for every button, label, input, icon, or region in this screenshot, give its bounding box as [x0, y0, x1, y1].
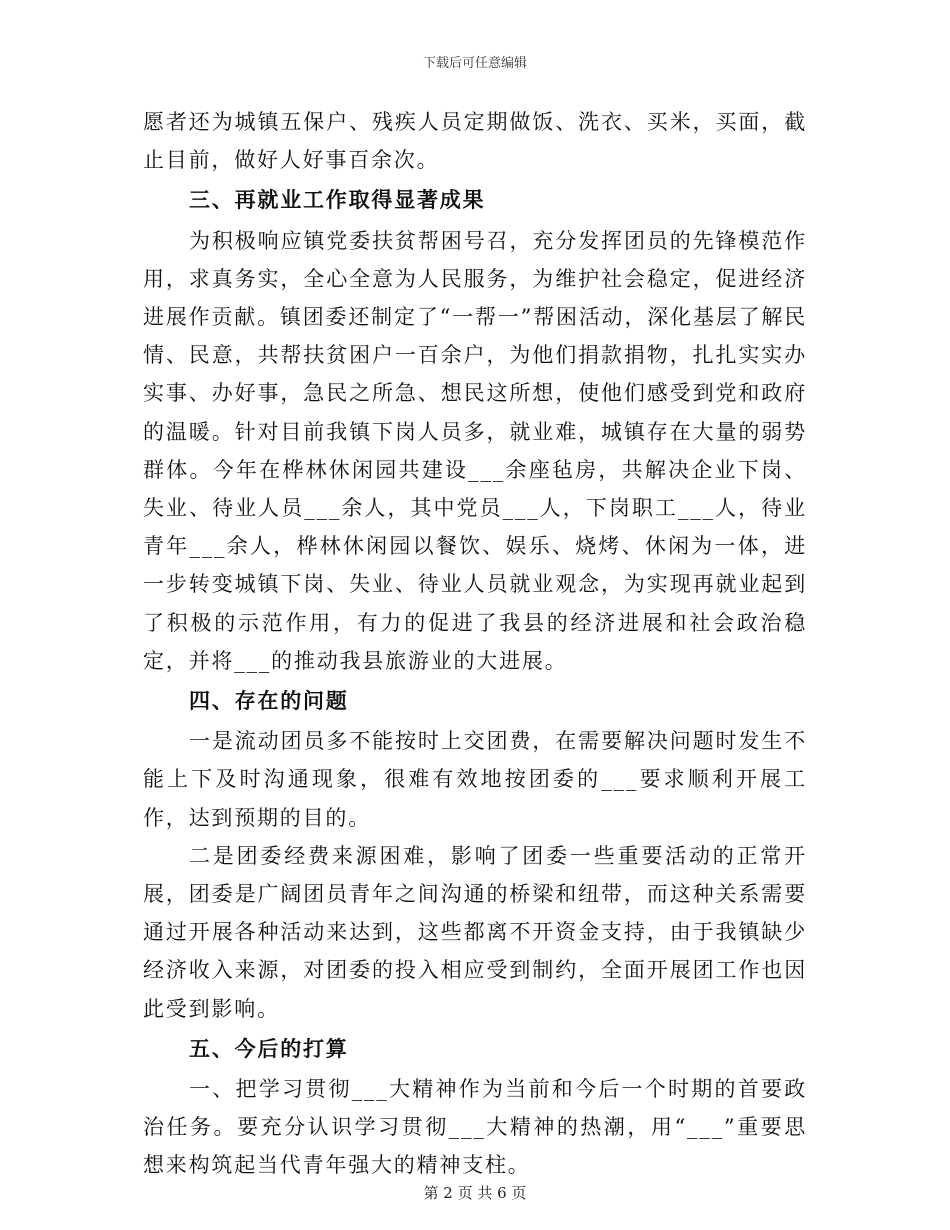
section-heading-4: 四、存在的问题 — [189, 688, 349, 714]
paragraph-reemployment: 为积极响应镇党委扶贫帮困号召，充分发挥团员的先锋模范作用，求真务实，全心全意为人民服务，为维护社会稳定，促进经济进展作贡献。镇团委还制定了“一帮一”帮困活动，深化基层了解民情、民意，共帮扶贫困户一百余户，为他们捐款捐物，扎扎实实办实事、办好事，急民之所急、想民这所想，使他们感受到党和政府的温暖。针对目前我镇下岗人员多，就业难，城镇存在大量的弱势群体。今年在桦林休闲园共建设___余座毡房，共解决企业下岗、失业、待业人员___余人，其中党员___人，下岗职工___人，待业青年___余人，桦林休闲园以餐饮、娱乐、烧烤、休闲为一体，进一步转变城镇下岗、失业、待业人员就业观念，为实现再就业起到了积极的示范作用，有力的促进了我县的经济进展和社会政治稳定，并将___的推动我县旅游业的大进展。 — [143, 228, 807, 673]
section-heading-5: 五、今后的打算 — [189, 1035, 349, 1061]
paragraph-continuation: 愿者还为城镇五保户、残疾人员定期做饭、洗衣、买米，买面，截止目前，做好人好事百余次。 — [143, 110, 807, 173]
page-header: 下载后可任意编辑 — [422, 56, 527, 71]
document-body — [143, 103, 807, 1185]
paragraph-problem-1: 一是流动团员多不能按时上交团费，在需要解决问题时发生不能上下及时沟通现象，很难有效地按团委的___要求顺利开展工作，达到预期的目的。 — [143, 729, 807, 830]
page-footer: 第 2 页 共 6 页 — [423, 1184, 527, 1202]
paragraph-plan-1: 一、把学习贯彻___大精神作为当前和今后一个时期的首要政治任务。要充分认识学习贯彻___大精神的热潮，用“___”重要思想来构筑起当代青年强大的精神支柱。 — [143, 1077, 807, 1178]
section-heading-3: 三、再就业工作取得显著成果 — [189, 187, 486, 213]
paragraph-problem-2: 二是团委经费来源困难，影响了团委一些重要活动的正常开展，团委是广阔团员青年之间沟通的桥梁和纽带，而这种关系需要通过开展各种活动来达到，这些都离不开资金支持，由于我镇缺少经济收入来源，对团委的投入相应受到制约，全面开展团工作也因此受到影响。 — [143, 843, 807, 1021]
